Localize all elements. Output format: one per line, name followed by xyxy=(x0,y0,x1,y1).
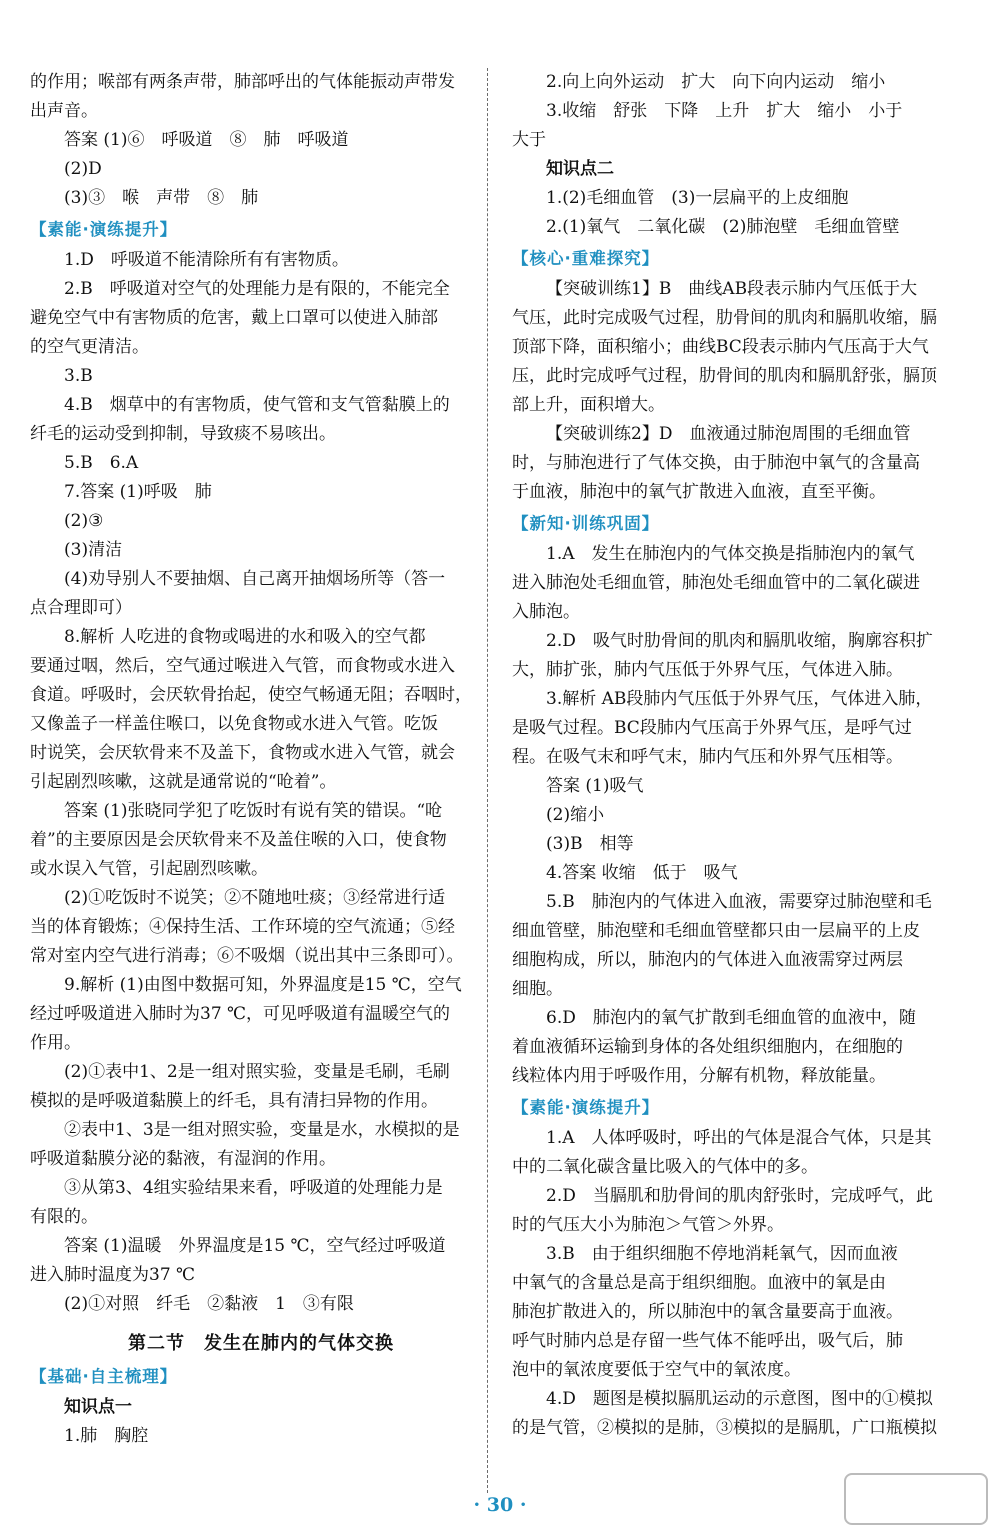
text-line: (2)①表中1、2是一组对照实验，变量是毛刷，毛刷 xyxy=(64,1062,450,1082)
text-line: (4)劝导别人不要抽烟、自己离开抽烟场所等（答一 xyxy=(64,569,446,589)
section-heading: 【新知·训练巩固】 xyxy=(512,514,660,533)
text-line: 进入肺泡处毛细血管，肺泡处毛细血管中的二氧化碳进 xyxy=(512,573,920,593)
text-line: 时的气压大小为肺泡＞气管＞外界。 xyxy=(512,1215,784,1235)
text-line: 有限的。 xyxy=(30,1207,98,1227)
watermark-logo xyxy=(844,1473,988,1525)
text-line: 3.解析 AB段肺内气压低于外界气压，气体进入肺， xyxy=(546,689,933,709)
text-line: 1.D 呼吸道不能清除所有有害物质。 xyxy=(64,250,349,270)
text-line: 肺泡扩散进入的，所以肺泡中的氧含量要高于血液。 xyxy=(512,1302,903,1322)
text-line: ③从第3、4组实验结果来看，呼吸道的处理能力是 xyxy=(64,1178,443,1198)
text-line: 呼吸道黏膜分泌的黏液，有湿润的作用。 xyxy=(30,1149,336,1169)
text-line: 中的二氧化碳含量比吸入的气体中的多。 xyxy=(512,1157,818,1177)
text-line: (3)清洁 xyxy=(64,540,123,560)
text-line: 3.收缩 舒张 下降 上升 扩大 缩小 小于 xyxy=(546,101,903,121)
text-line: 时，与肺泡进行了气体交换，由于肺泡中氧气的含量高 xyxy=(512,453,920,473)
text-line: 3.B 由于组织细胞不停地消耗氧气，因而血液 xyxy=(546,1244,898,1264)
text-line: 出声音。 xyxy=(30,101,98,121)
text-line: 2.(1)氧气 二氧化碳 (2)肺泡壁 毛细血管壁 xyxy=(546,217,900,237)
text-line: (2)D xyxy=(64,159,102,179)
text-line: 1.A 人体呼吸时，呼出的气体是混合气体，只是其 xyxy=(546,1128,932,1148)
subheading: 知识点一 xyxy=(64,1397,132,1417)
text-line: 要通过咽，然后，空气通过喉进入气管，而食物或水进入 xyxy=(30,656,455,676)
text-line: 2.D 当膈肌和肋骨间的肌肉舒张时，完成呼气，此 xyxy=(546,1186,933,1206)
text-line: 5.B 肺泡内的气体进入血液，需要穿过肺泡壁和毛 xyxy=(546,892,932,912)
text-line: 顶部下降，面积缩小；曲线BC段表示肺内气压高于大气 xyxy=(512,337,929,357)
section-heading: 【素能·演练提升】 xyxy=(30,220,178,239)
section-heading: 【基础·自主梳理】 xyxy=(30,1367,178,1386)
text-line: 2.B 呼吸道对空气的处理能力是有限的，不能完全 xyxy=(64,279,450,299)
text-line: 4.答案 收缩 低于 吸气 xyxy=(546,863,738,883)
text-line: 线粒体内用于呼吸作用，分解有机物，释放能量。 xyxy=(512,1066,886,1086)
text-line: 着血液循环运输到身体的各处组织细胞内，在细胞的 xyxy=(512,1037,903,1057)
text-line: 1.肺 胸腔 xyxy=(64,1426,149,1446)
page-number: · 30 · xyxy=(473,1494,527,1516)
text-line: 2.D 吸气时肋骨间的肌肉和膈肌收缩，胸廓容积扩 xyxy=(546,631,933,651)
section-heading: 【核心·重难探究】 xyxy=(512,249,660,268)
text-line: 气压，此时完成吸气过程，肋骨间的肌肉和膈肌收缩，膈 xyxy=(512,308,937,328)
text-line: 大于 xyxy=(512,130,546,150)
text-line: 6.D 肺泡内的氧气扩散到毛细血管的血液中，随 xyxy=(546,1008,916,1028)
text-line: 常对室内空气进行消毒；⑥不吸烟（说出其中三条即可）。 xyxy=(30,946,464,966)
text-line: (2)①对照 纤毛 ②黏液 1 ③有限 xyxy=(64,1294,354,1314)
text-line: 4.D 题图是模拟膈肌运动的示意图，图中的①模拟 xyxy=(546,1389,933,1409)
text-line: 是吸气过程。BC段肺内气压高于外界气压，是呼气过 xyxy=(512,718,912,738)
text-line: 5.B 6.A xyxy=(64,453,139,473)
text-line: 4.B 烟草中的有害物质，使气管和支气管黏膜上的 xyxy=(64,395,450,415)
text-line: 答案 (1)张晓同学犯了吃饭时有说有笑的错误。“呛 xyxy=(64,801,443,821)
text-line: 1.(2)毛细血管 (3)一层扁平的上皮细胞 xyxy=(546,188,849,208)
text-line: 细胞。 xyxy=(512,979,563,999)
text-line: 着”的主要原因是会厌软骨来不及盖住喉的入口，使食物 xyxy=(30,830,447,850)
left-column xyxy=(30,68,492,1451)
text-line: 【突破训练2】D 血液通过肺泡周围的毛细血管 xyxy=(546,424,911,444)
text-line: 泡中的氧浓度要低于空气中的氧浓度。 xyxy=(512,1360,801,1380)
text-line: 的是气管，②模拟的是肺，③模拟的是膈肌，广口瓶模拟 xyxy=(512,1418,937,1438)
text-line: ②表中1、3是一组对照实验，变量是水，水模拟的是 xyxy=(64,1120,460,1140)
text-line: (2)③ xyxy=(64,511,104,531)
text-line: 纤毛的运动受到抑制，导致痰不易咳出。 xyxy=(30,424,336,444)
section-heading: 【素能·演练提升】 xyxy=(512,1098,660,1117)
text-line: 入肺泡。 xyxy=(512,602,580,622)
chapter-title: 第二节 发生在肺内的气体交换 xyxy=(128,1333,394,1354)
text-line: 3.B xyxy=(64,366,93,386)
text-line: 【突破训练1】B 曲线AB段表示肺内气压低于大 xyxy=(546,279,918,299)
text-line: 经过呼吸道进入肺时为37 ℃，可见呼吸道有温暖空气的 xyxy=(30,1004,451,1024)
text-line: 的空气更清洁。 xyxy=(30,337,149,357)
text-line: 模拟的是呼吸道黏膜上的纤毛，具有清扫异物的作用。 xyxy=(30,1091,438,1111)
text-line: 中氧气的含量总是高于组织细胞。血液中的氧是由 xyxy=(512,1273,886,1293)
right-column xyxy=(512,68,974,1443)
column-divider xyxy=(487,68,489,1493)
text-line: 当的体育锻炼；④保持生活、工作环境的空气流通；⑤经 xyxy=(30,917,455,937)
text-line: 引起剧烈咳嗽，这就是通常说的“呛着”。 xyxy=(30,772,337,792)
text-line: 或水误入气管，引起剧烈咳嗽。 xyxy=(30,859,268,879)
text-line: 细血管壁，肺泡壁和毛细血管壁都只由一层扁平的上皮 xyxy=(512,921,920,941)
text-line: 1.A 发生在肺泡内的气体交换是指肺泡内的氧气 xyxy=(546,544,915,564)
subheading: 知识点二 xyxy=(546,159,614,179)
text-line: 点合理即可） xyxy=(30,598,132,618)
text-line: 进入肺时温度为37 ℃ xyxy=(30,1265,196,1285)
text-line: 避免空气中有害物质的危害，戴上口罩可以使进入肺部 xyxy=(30,308,438,328)
text-line: 9.解析 (1)由图中数据可知，外界温度是15 ℃，空气 xyxy=(64,975,462,995)
text-line: 时说笑，会厌软骨来不及盖下，食物或水进入气管，就会 xyxy=(30,743,455,763)
text-line: 8.解析 人吃进的食物或喝进的水和吸入的空气都 xyxy=(64,627,426,647)
text-line: 细胞构成，所以，肺泡内的气体进入血液需穿过两层 xyxy=(512,950,903,970)
text-line: (2)①吃饭时不说笑；②不随地吐痰；③经常进行适 xyxy=(64,888,446,908)
text-line: 答案 (1)⑥ 呼吸道 ⑧ 肺 呼吸道 xyxy=(64,130,349,150)
text-line: 答案 (1)温暖 外界温度是15 ℃，空气经过呼吸道 xyxy=(64,1236,446,1256)
text-line: (2)缩小 xyxy=(546,805,605,825)
text-line: 7.答案 (1)呼吸 肺 xyxy=(64,482,212,502)
text-line: 食道。呼吸时，会厌软骨抬起，使空气畅通无阻；吞咽时， xyxy=(30,685,472,705)
text-line: 作用。 xyxy=(30,1033,81,1053)
text-line: 于血液，肺泡中的氧气扩散进入血液，直至平衡。 xyxy=(512,482,886,502)
text-line: 答案 (1)吸气 xyxy=(546,776,644,796)
text-line: 2.向上向外运动 扩大 向下向内运动 缩小 xyxy=(546,72,886,92)
text-line: 又像盖子一样盖住喉口，以免食物或水进入气管。吃饭 xyxy=(30,714,438,734)
text-line: 大，肺扩张，肺内气压低于外界气压，气体进入肺。 xyxy=(512,660,903,680)
text-line: 部上升，面积增大。 xyxy=(512,395,665,415)
text-line: 程。在吸气末和呼气末，肺内气压和外界气压相等。 xyxy=(512,747,903,767)
text-line: 的作用；喉部有两条声带，肺部呼出的气体能振动声带发 xyxy=(30,72,455,92)
text-line: (3)B 相等 xyxy=(546,834,634,854)
text-line: 压，此时完成呼气过程，肋骨间的肌肉和膈肌舒张，膈顶 xyxy=(512,366,937,386)
text-line: 呼气时肺内总是存留一些气体不能呼出，吸气后，肺 xyxy=(512,1331,903,1351)
text-line: (3)③ 喉 声带 ⑧ 肺 xyxy=(64,188,259,208)
